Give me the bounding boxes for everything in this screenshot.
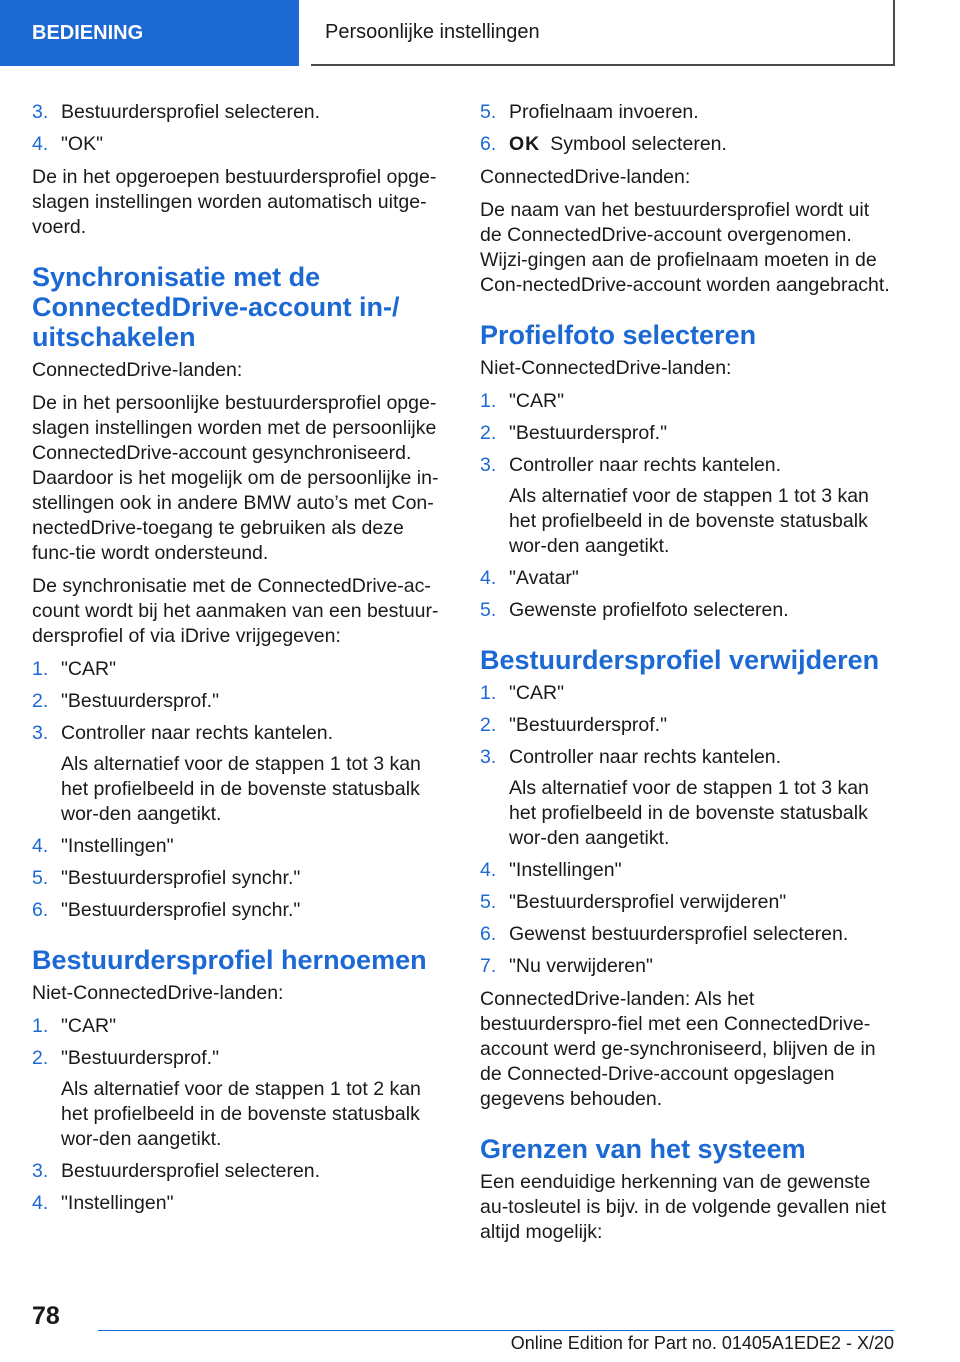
list-item: 2. "Bestuurdersprof." xyxy=(32,690,219,712)
paragraph: De in het persoonlijke bestuurdersprofiel opge-slagen instellingen worden met de persoonlijke ConnectedDrive-account gesynchroniseerd. Daardoor is het mogelijk om de persoonlijke in-stellingen ook in andere BMW auto’s met Con-nectedDrive-toegang te gebruiken als deze func-tie wordt ondersteund. xyxy=(32,392,439,564)
step-list xyxy=(480,389,896,623)
list-item: 5. Profielnaam invoeren. xyxy=(480,101,699,123)
list-item: 2. "Bestuurdersprof." xyxy=(480,714,667,736)
step-list xyxy=(32,100,448,157)
paragraph: De synchronisatie met de ConnectedDrive-ac-count wordt bij het aanmaken van een bestuur-dersprofiel of via iDrive vrijgegeven: xyxy=(32,575,439,647)
list-item: 2. "Bestuurdersprof." xyxy=(480,422,667,444)
paragraph: Een eenduidige herkenning van de gewenste au-tosleutel is bijv. in de volgende gevallen niet altijd mogelijk: xyxy=(480,1171,887,1243)
heading-rename: Bestuurdersprofiel hernoemen xyxy=(32,945,427,975)
step-list xyxy=(32,657,448,923)
list-item: 6. OK Symbool selecteren. xyxy=(480,133,727,155)
list-item: 1. "CAR" xyxy=(480,682,565,704)
step-list xyxy=(32,1014,448,1216)
list-item: 1. "CAR" xyxy=(480,390,565,412)
list-item: 2. "Bestuurdersprof." Als alternatief voor de stappen 1 tot 2 kan het profielbeeld in de bovenste statusbalk wor-den aangetikt. xyxy=(32,1046,448,1152)
list-item: 6. Gewenst bestuurdersprofiel selecteren. xyxy=(480,923,849,945)
step-list xyxy=(480,100,896,157)
list-item: 1. "CAR" xyxy=(32,1015,117,1037)
step-note: Als alternatief voor de stappen 1 tot 2 kan het profielbeeld in de bovenste statusbalk wor-den aangetikt. xyxy=(61,1078,421,1150)
list-item: 4. "OK" xyxy=(32,133,104,155)
footer-divider xyxy=(98,1330,894,1331)
list-item: 5. "Bestuurdersprofiel synchr." xyxy=(32,867,301,889)
heading-delete: Bestuurdersprofiel verwijderen xyxy=(480,645,880,675)
paragraph: Niet-ConnectedDrive-landen: xyxy=(480,357,732,379)
paragraph: De naam van het bestuurdersprofiel wordt uit de ConnectedDrive-account overgenomen. Wijzi-gingen aan de profielnaam moeten in de Con-nectedDrive-account worden aangebracht. xyxy=(480,199,890,296)
list-item: 6. "Bestuurdersprofiel synchr." xyxy=(32,899,301,921)
paragraph: ConnectedDrive-landen: xyxy=(32,359,243,381)
list-item: 4. "Instellingen" xyxy=(480,859,622,881)
right-column xyxy=(480,100,896,1253)
list-item: 4. "Avatar" xyxy=(480,567,579,589)
step-note: Als alternatief voor de stappen 1 tot 3 kan het profielbeeld in de bovenste statusbalk wor-den aangetikt. xyxy=(61,753,421,825)
paragraph: De in het opgeroepen bestuurdersprofiel opge-slagen instellingen worden automatisch uitge-voerd. xyxy=(32,166,437,238)
heading-limits: Grenzen van het systeem xyxy=(480,1134,806,1164)
paragraph: Niet-ConnectedDrive-landen: xyxy=(32,982,284,1004)
list-item: 3. Controller naar rechts kantelen. Als alternatief voor de stappen 1 tot 3 kan het profielbeeld in de bovenste statusbalk wor-den aangetikt. xyxy=(480,745,896,851)
list-item: 5. Gewenste profielfoto selecteren. xyxy=(480,599,789,621)
edition-footer: Online Edition for Part no. 01405A1EDE2 - X/20 xyxy=(510,1333,894,1353)
paragraph: ConnectedDrive-landen: xyxy=(480,166,691,188)
list-item: 3. Controller naar rechts kantelen. Als alternatief voor de stappen 1 tot 3 kan het profielbeeld in de bovenste statusbalk wor-den aangetikt. xyxy=(32,721,448,827)
section-tab: BEDIENING xyxy=(0,0,299,66)
list-item: 3. Bestuurdersprofiel selecteren. xyxy=(32,101,321,123)
list-item: 4. "Instellingen" xyxy=(32,835,174,857)
paragraph: ConnectedDrive-landen: Als het bestuurderspro-fiel met een ConnectedDrive-account werd ge-synchroniseerd, blijven de in de Connected-Drive-account opgeslagen gegevens behouden. xyxy=(480,988,876,1110)
ok-icon: OK xyxy=(509,133,541,155)
list-item: 7. "Nu verwijderen" xyxy=(480,955,653,977)
heading-sync: Synchronisatie met de ConnectedDrive-account in-/ uitschakelen xyxy=(32,262,400,352)
left-column xyxy=(32,100,448,1224)
page-number: 78 xyxy=(32,1302,60,1330)
list-item: 1. "CAR" xyxy=(32,658,117,680)
list-item: 5. "Bestuurdersprofiel verwijderen" xyxy=(480,891,787,913)
list-item: 4. "Instellingen" xyxy=(32,1192,174,1214)
chapter-title: Persoonlijke instellingen xyxy=(311,0,895,66)
list-item: 3. Controller naar rechts kantelen. Als alternatief voor de stappen 1 tot 3 kan het profielbeeld in de bovenste statusbalk wor-den aangetikt. xyxy=(480,453,896,559)
list-item: 3. Bestuurdersprofiel selecteren. xyxy=(32,1160,321,1182)
heading-photo: Profielfoto selecteren xyxy=(480,320,757,350)
step-note: Als alternatief voor de stappen 1 tot 3 kan het profielbeeld in de bovenste statusbalk wor-den aangetikt. xyxy=(509,777,869,849)
step-list xyxy=(480,681,896,979)
page-header xyxy=(0,0,960,66)
step-note: Als alternatief voor de stappen 1 tot 3 kan het profielbeeld in de bovenste statusbalk wor-den aangetikt. xyxy=(509,485,869,557)
